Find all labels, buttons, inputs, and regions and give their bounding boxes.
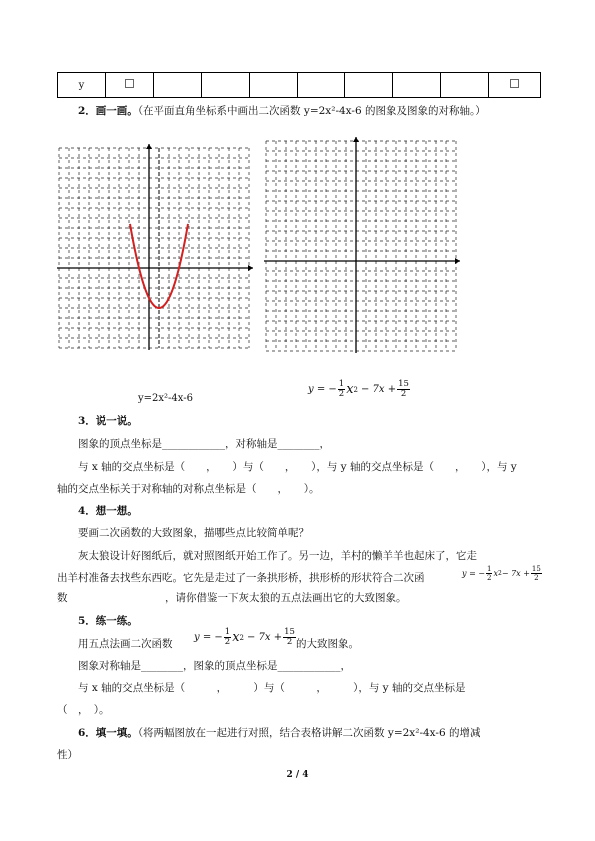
section-5-line1a: 用五点法画二次函数 xyxy=(78,638,173,650)
fraction-num: 1 xyxy=(487,565,492,573)
section-6-text: （将两幅图放在一起进行对照，结合表格讲解二次函数 y=2x²-4x-6 的增减 xyxy=(137,727,481,739)
fraction-den: 2 xyxy=(286,637,293,647)
x-axis-arrow-icon xyxy=(455,258,460,264)
section-4-line2: 灰太狼设计好图纸后，就对照图纸开始工作了。另一边，羊村的懒羊羊也起床了，它走 xyxy=(78,550,477,562)
page-number: 2 / 4 xyxy=(286,770,309,780)
section-3-line3: 轴的交点坐标关于对称轴的对称点坐标是（ ， ）。 xyxy=(57,483,320,495)
section-5-line3: 与 x 轴的交点坐标是（ ， ）与（ ， ），与 y 轴的交点坐标是 xyxy=(78,682,466,694)
fraction-den: 2 xyxy=(224,637,231,647)
table-cell[interactable] xyxy=(297,73,345,98)
table-label-y: y xyxy=(58,73,106,98)
value-table-row xyxy=(57,72,541,98)
section-4-title: 4．想一想。 xyxy=(78,505,138,517)
section-5-formula xyxy=(194,628,297,647)
graph-2-caption-formula xyxy=(308,380,411,399)
fraction-num: 1 xyxy=(338,379,345,389)
graph-1-caption: y=2x²-4x-6 xyxy=(138,393,193,404)
table-cell[interactable] xyxy=(201,73,249,98)
formula-lhs: y = − xyxy=(308,384,337,395)
section-6-line2: 性） xyxy=(57,749,78,761)
section-4-line4a: 数 xyxy=(57,592,68,604)
formula-mid: − 7x + xyxy=(361,384,397,395)
coordinate-grid-left xyxy=(55,140,255,360)
fraction-den: 2 xyxy=(487,574,492,582)
formula-mid: − 7x + xyxy=(501,569,530,578)
formula-exp: 2 xyxy=(498,570,502,577)
table-cell[interactable] xyxy=(249,73,297,98)
fraction-den: 2 xyxy=(338,389,345,399)
section-2-title: 2．画一画。 xyxy=(78,105,138,117)
fraction-den: 2 xyxy=(400,389,407,399)
fraction-num: 15 xyxy=(284,627,295,637)
section-5-line4: （ ， ）。 xyxy=(57,704,110,716)
coordinate-grid-right[interactable] xyxy=(262,135,462,365)
formula-fraction-const xyxy=(283,628,296,647)
section-5-line2: 图象对称轴是________，图象的顶点坐标是____________， xyxy=(78,660,351,672)
section-3-title: 3．说一说。 xyxy=(78,415,138,427)
section-4-line1: 要画二次函数的大致图象，描哪些点比较简单呢？ xyxy=(78,527,309,539)
formula-fraction-const xyxy=(531,565,542,582)
section-3-line2: 与 x 轴的交点坐标是（ ， ）与（ ， ），与 y 轴的交点坐标是（ ， ），与 y xyxy=(78,461,517,473)
section-4-formula xyxy=(462,565,543,582)
section-2-heading xyxy=(78,104,486,118)
checkbox-icon xyxy=(125,79,134,88)
fraction-num: 15 xyxy=(531,565,541,573)
formula-exp: 2 xyxy=(353,385,358,394)
table-cell[interactable] xyxy=(441,73,489,98)
fraction-num: 1 xyxy=(224,627,231,637)
section-5-line1b: 的大致图象。 xyxy=(296,638,359,650)
checkbox-icon xyxy=(510,79,519,88)
formula-exp: 2 xyxy=(239,633,244,642)
formula-mid: − 7x + xyxy=(247,632,283,643)
section-3-line1: 图象的顶点坐标是____________，对称轴是________， xyxy=(78,438,330,450)
section-6-title: 6．填一填。 xyxy=(78,727,138,739)
section-4-line4b: ，请你借鉴一下灰太狼的五点法画出它的大致图象。 xyxy=(165,592,407,604)
table-cell[interactable] xyxy=(488,73,540,98)
formula-x: x xyxy=(232,630,240,645)
section-6-line1 xyxy=(78,726,480,740)
formula-fraction xyxy=(486,565,492,582)
section-2-desc: （在平面直角坐标系中画出二次函数 y=2x²-4x-6 的图象及图象的对称轴。） xyxy=(137,105,486,117)
fraction-num: 15 xyxy=(398,379,409,389)
formula-fraction-const xyxy=(397,380,410,399)
formula-fraction xyxy=(224,628,231,647)
table-cell[interactable] xyxy=(345,73,393,98)
y-axis-arrow-icon xyxy=(353,137,359,142)
x-axis-arrow-icon xyxy=(248,265,253,271)
fraction-den: 2 xyxy=(534,574,539,582)
formula-x: x xyxy=(493,569,498,578)
formula-x: x xyxy=(346,382,354,397)
table-cell[interactable] xyxy=(393,73,441,98)
table-cell[interactable] xyxy=(105,73,153,98)
table-cell[interactable] xyxy=(154,73,202,98)
formula-lhs: y = − xyxy=(462,569,486,578)
formula-fraction xyxy=(338,380,345,399)
section-5-title: 5．练一练。 xyxy=(78,615,138,627)
section-4-line3: 出羊村准备去找些东西吃。它先是走过了一条拱形桥，拱形桥的形状符合二次函 xyxy=(57,572,425,584)
y-axis-arrow-icon xyxy=(146,144,152,149)
formula-lhs: y = − xyxy=(194,632,223,643)
